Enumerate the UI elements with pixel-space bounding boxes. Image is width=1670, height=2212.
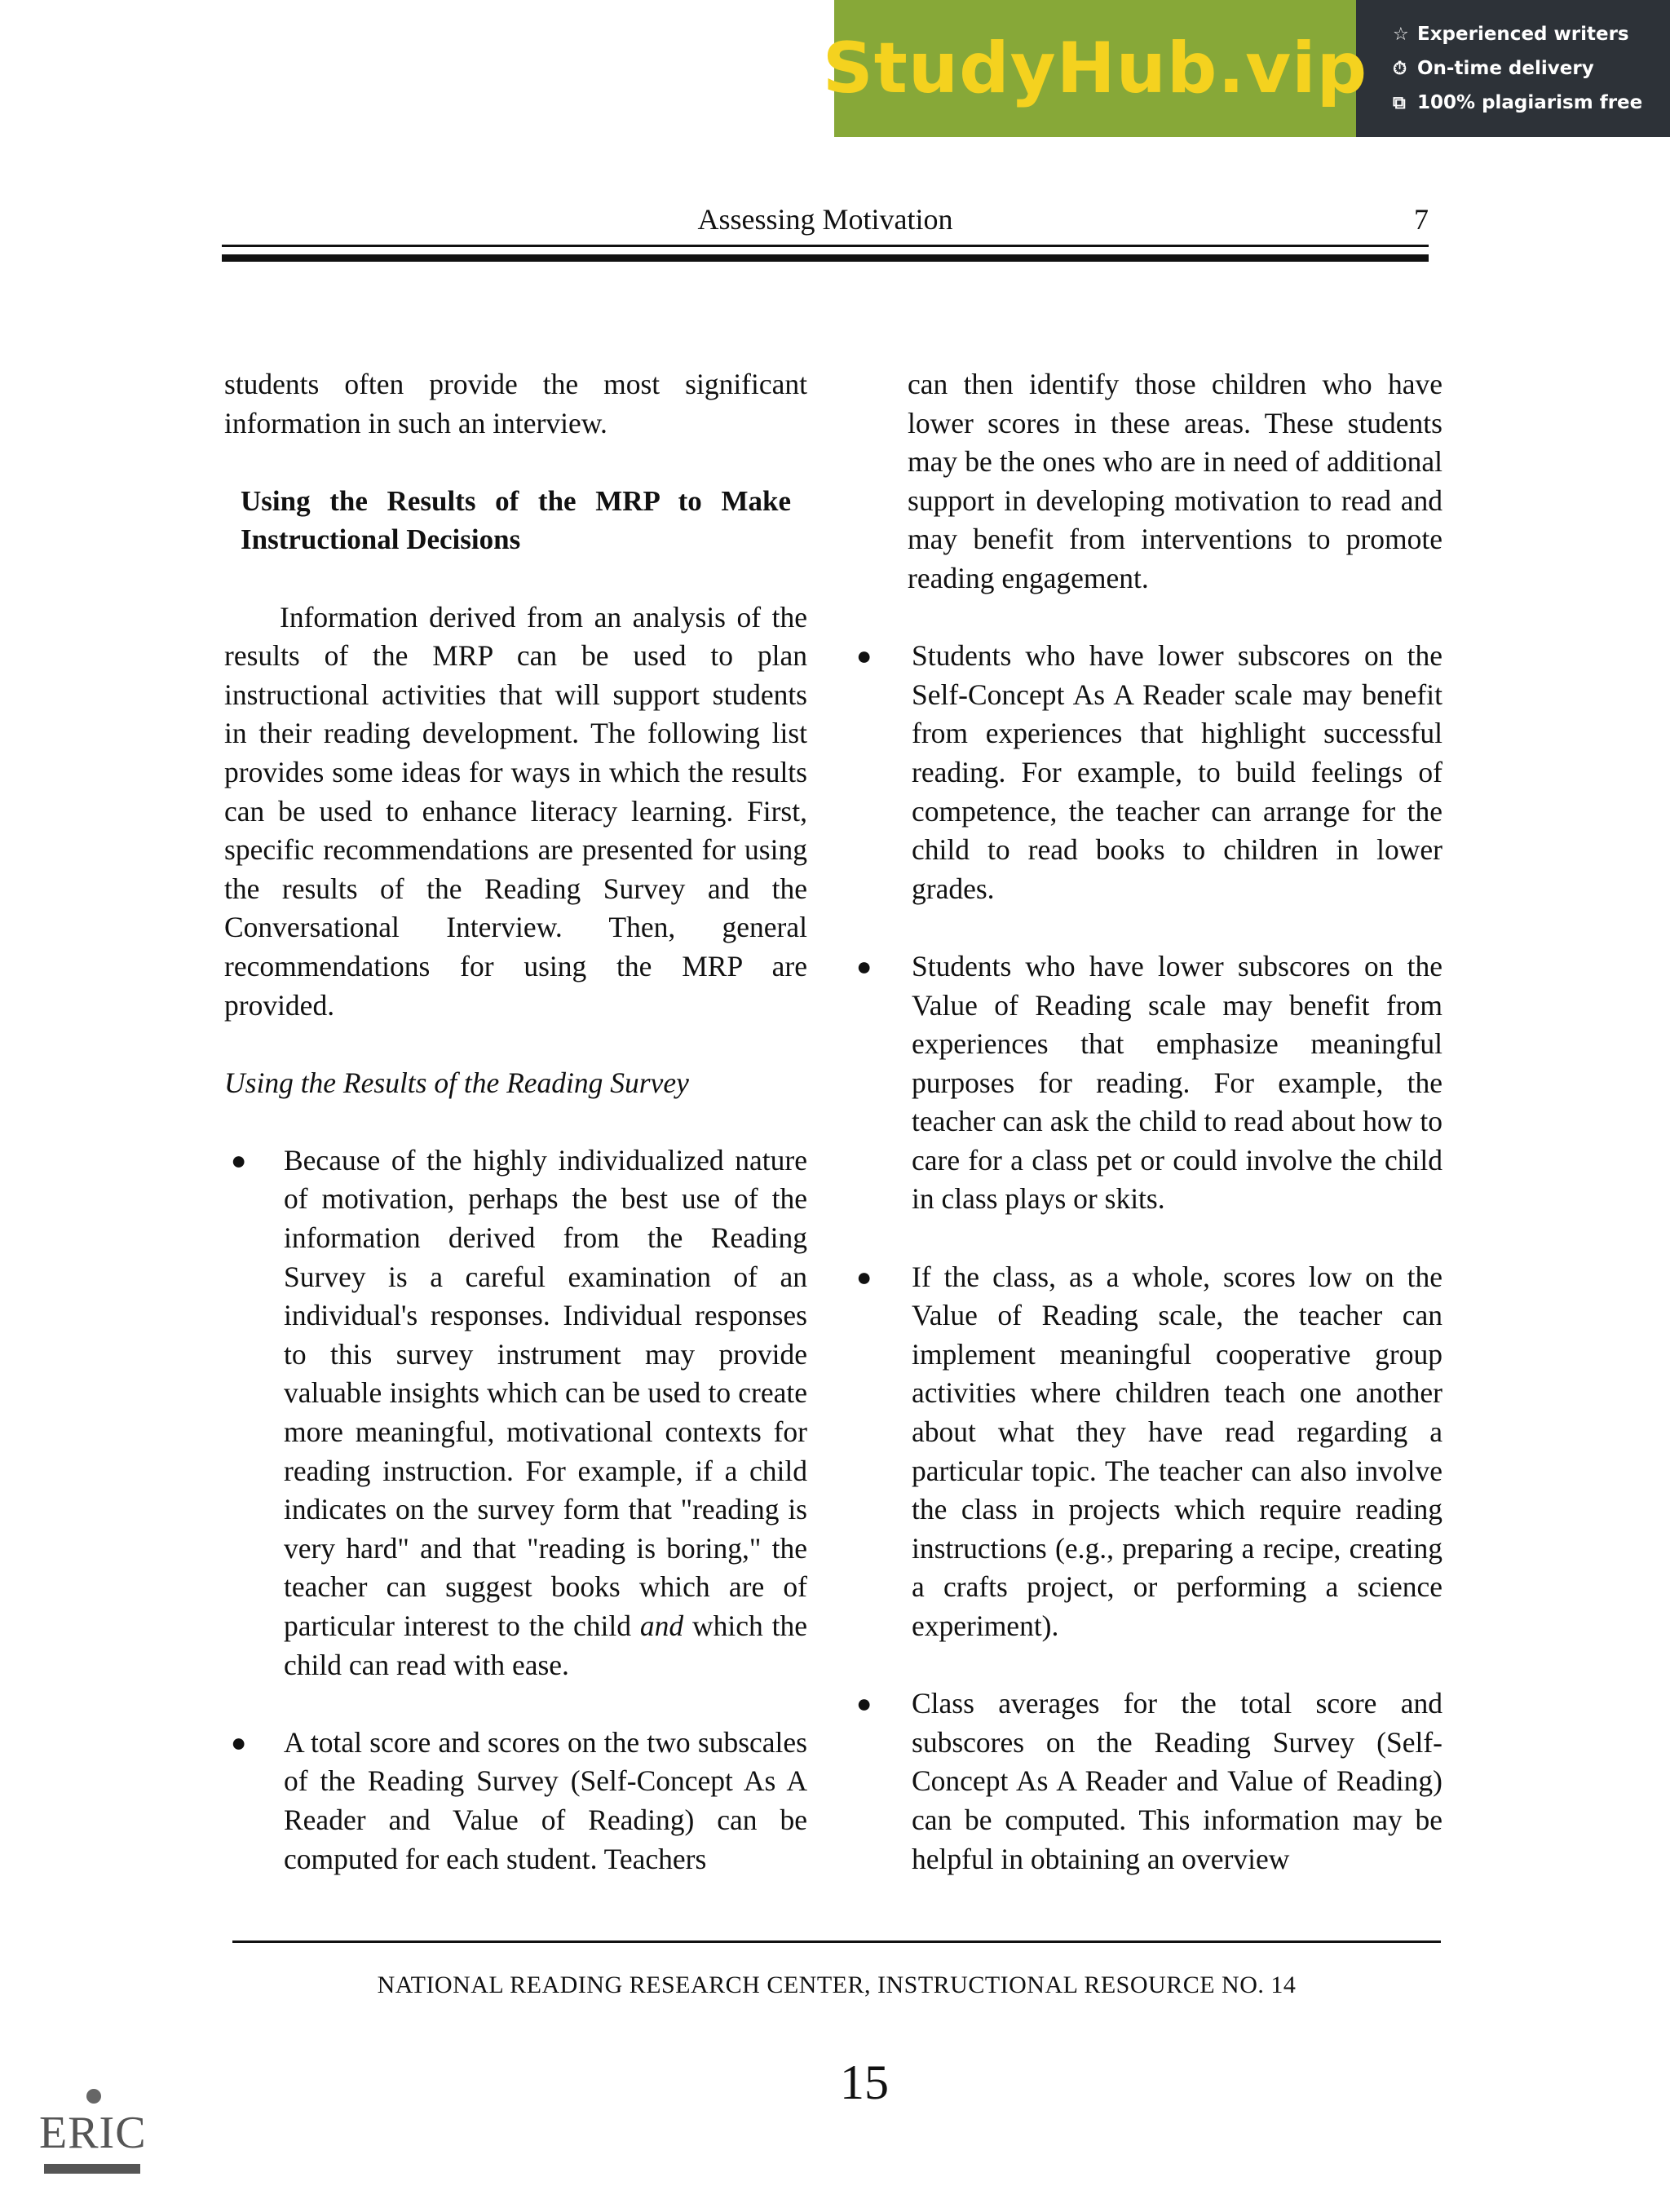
feature-label: 100% plagiarism free — [1417, 92, 1643, 113]
studyhub-logo[interactable]: StudyHub.vip — [822, 28, 1368, 109]
list-item — [224, 1141, 807, 1684]
star-icon: ☆ — [1393, 24, 1409, 45]
feature-experienced-writers — [1393, 17, 1670, 51]
feature-plagiarism-free — [1393, 86, 1670, 120]
list-item-text: If the class, as a whole, scores low on the Value of Reading scale, the teacher can implement meaningful cooperative group activities where children teach one another about what they have read regarding a particular topic. The teacher can also involve the class in projects which require reading instructions (e.g., preparing a recipe, creating a crafts project, or performing a science experiment). — [912, 1260, 1442, 1642]
footer-citation: NATIONAL READING RESEARCH CENTER, INSTRUCTIONAL RESOURCE NO. 14 — [377, 1971, 1297, 1998]
brand-block[interactable] — [822, 0, 1368, 137]
header-rule-thin — [222, 245, 1429, 247]
list-item-text: A total score and scores on the two subscales of the Reading Survey (Self-Concept As A Reader and Value of Reading) can be computed for each student. Teachers — [284, 1725, 807, 1875]
running-head — [222, 199, 1429, 240]
left-column — [224, 365, 807, 1879]
feature-list — [1356, 0, 1670, 137]
list-item-text: Students who have lower subscores on the Self-Concept As A Reader scale may benefit from experiences that highlight successful reading. For example, to build feelings of competence, the teacher can arrange for the child to read books to children in lower grades. — [912, 639, 1442, 905]
list-item — [856, 637, 1442, 908]
eric-logo — [39, 2089, 145, 2170]
list-item-text: Class averages for the total score and subscores on the Reading Survey (Self-Concept As A Reader and Value of Reading) can be computed. This information may be helpful in obtaining an overview — [912, 1687, 1442, 1875]
page-title: Assessing Motivation — [697, 203, 953, 236]
subsection-heading: Using the Results of the Reading Survey — [224, 1066, 689, 1099]
list-item — [856, 947, 1442, 1219]
body-paragraph: Information derived from an analysis of the results of the MRP can be used to plan instructional activities that will support students in their reading development. The following list provides some ideas for ways in which the results can be used to enhance literacy learning. First, specific recommendations are presented for using the results of the Reading Survey and the Conversational Interview. Then, general recommendations for using the MRP are provided. — [224, 600, 807, 1022]
list-item-text: Because of the highly individualized nature of motivation, perhaps the best use of the information derived from the Reading Survey is a careful examination of an individual's responses. Individual responses to this survey instrument may provide valuable insights which can be used to create more meaningful, motivational contexts for reading instruction. For example, if a child indicates on the survey form that "reading is very hard" and that "reading is boring," the teacher can suggest books which are of particular interest to the child and which the child can read with ease. — [284, 1143, 808, 1681]
clock-icon: ⏱ — [1393, 58, 1407, 79]
eric-dot-icon — [86, 2089, 101, 2104]
right-column — [856, 365, 1442, 1879]
eric-logo-text: ERIC — [39, 2108, 147, 2158]
bullet-icon: ● — [231, 1145, 247, 1175]
footer-page-number: 15 — [840, 2055, 889, 2109]
list-item — [224, 1724, 807, 1879]
bullet-icon: ● — [856, 641, 873, 671]
bullet-icon: ● — [856, 1689, 873, 1719]
header-rule-thick — [222, 254, 1429, 262]
promo-banner[interactable] — [822, 0, 1670, 137]
continuation-paragraph: can then identify those children who have lower scores in these areas. These students may be the ones who are in need of additional support in developing motivation to read and may benefit from interventions to promote reading engagement. — [908, 368, 1442, 594]
feature-label: Experienced writers — [1417, 24, 1629, 45]
page-number: 7 — [1414, 203, 1429, 236]
bullet-icon: ● — [856, 1261, 873, 1291]
list-item-text: Students who have lower subscores on the Value of Reading scale may benefit from experiences that emphasize meaningful purposes for reading. For example, the teacher can ask the child to read about how to care for a class pet or could involve the child in class plays or skits. — [912, 949, 1442, 1216]
bullet-icon: ● — [856, 951, 873, 981]
footer-rule — [232, 1940, 1441, 1943]
intro-paragraph: students often provide the most significant information in such an interview. — [224, 368, 807, 439]
eric-bar — [44, 2164, 140, 2174]
list-item — [856, 1258, 1442, 1646]
feature-label: On-time delivery — [1417, 58, 1594, 79]
bullet-icon: ● — [231, 1727, 247, 1757]
section-heading: Using the Results of the MRP to Make Instructional Decisions — [241, 484, 791, 556]
feature-on-time-delivery — [1393, 51, 1670, 86]
copy-icon: ⧉ — [1393, 92, 1406, 113]
list-item — [856, 1684, 1442, 1879]
